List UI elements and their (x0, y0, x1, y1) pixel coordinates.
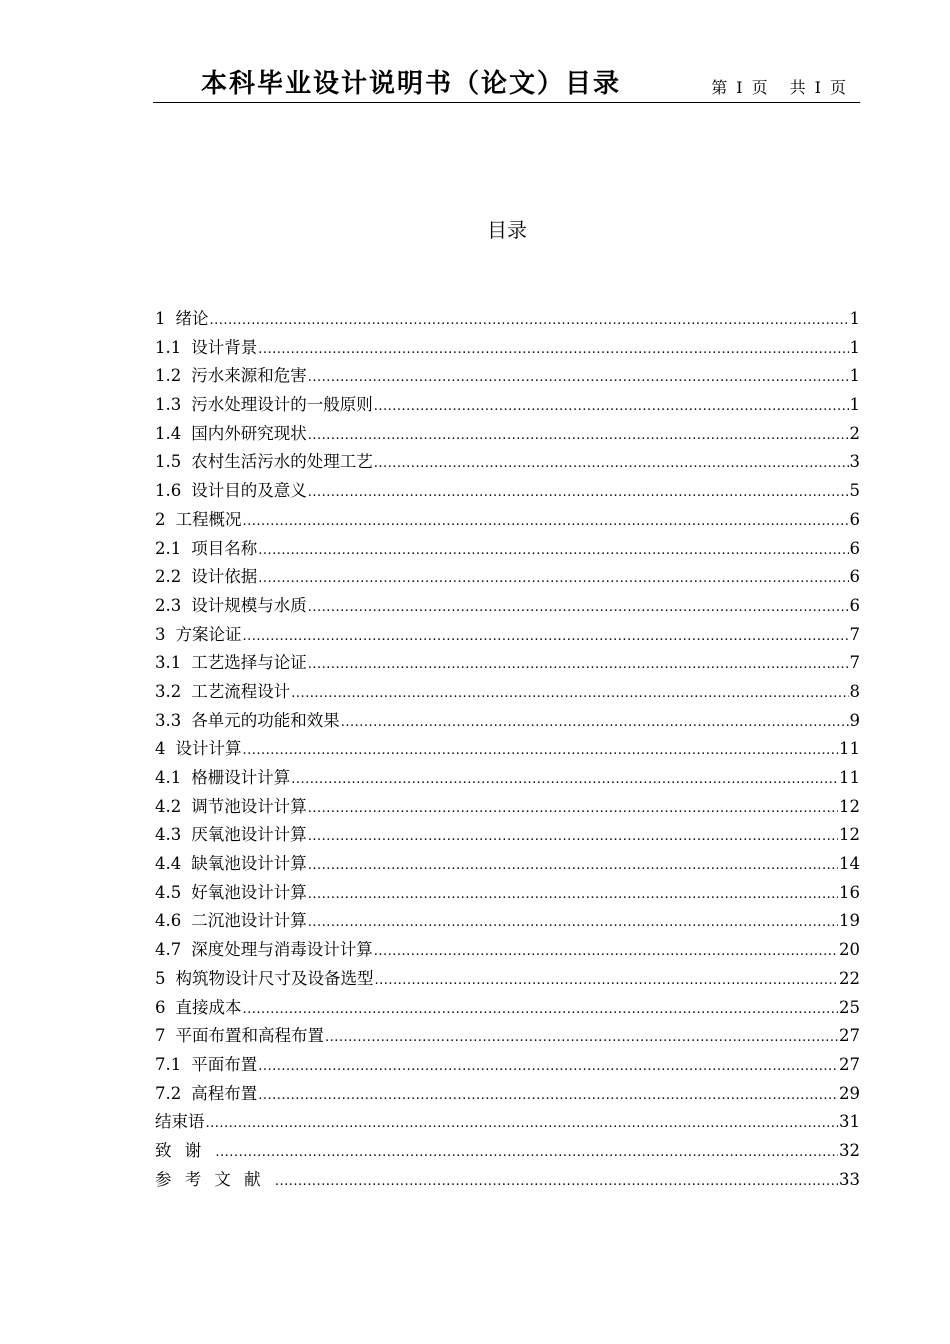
toc-entry-page-number: 31 (839, 1112, 860, 1132)
toc-dot-leader (308, 852, 838, 881)
toc-entry-title: 平面布置和高程布置 (175, 1026, 324, 1046)
toc-entry-title: 国内外研究现状 (191, 423, 307, 443)
toc-entry-page-number: 1 (849, 337, 860, 357)
toc-entry-number: 4.7 (155, 940, 182, 960)
toc-entry-number: 1.6 (155, 481, 182, 501)
toc-entry[interactable] (155, 879, 860, 908)
toc-entry-page-number: 5 (849, 481, 860, 501)
toc-entry[interactable] (155, 850, 860, 879)
toc-entry-page-number: 20 (839, 940, 860, 960)
page-header (153, 66, 860, 103)
toc-dot-leader (308, 479, 849, 508)
toc-entry-number: 7.2 (155, 1083, 182, 1103)
toc-dot-leader (308, 823, 838, 852)
toc-entry-number: 6 (155, 997, 166, 1017)
toc-entry-title: 工艺流程设计 (191, 681, 291, 701)
toc-entry-number: 2 (155, 509, 166, 529)
toc-entry-page-number: 1 (849, 366, 860, 386)
toc-entry-page-number: 1 (849, 395, 860, 415)
toc-entry-title: 参考文献 (155, 1169, 274, 1189)
page-counter-unit: 页 (751, 78, 768, 97)
toc-entry-page-number: 32 (839, 1140, 860, 1160)
toc-dot-leader (291, 680, 848, 709)
toc-entry-number: 7 (155, 1026, 166, 1046)
toc-entry-number: 4.1 (155, 768, 182, 787)
toc-entry-number: 1.4 (155, 423, 182, 443)
toc-dot-leader (308, 364, 849, 393)
toc-entry-page-number: 6 (849, 538, 860, 558)
toc-entry-title: 方案论证 (175, 624, 242, 644)
toc-entry-page-number: 14 (839, 854, 860, 874)
toc-entry[interactable] (155, 563, 860, 592)
toc-dot-leader (258, 336, 848, 365)
toc-entry[interactable] (155, 448, 860, 477)
toc-entry-title: 绪论 (175, 309, 209, 328)
toc-entry-page-number: 33 (839, 1169, 860, 1189)
toc-entry-title: 二沉池设计计算 (191, 911, 307, 931)
page-counter-total-unit: 页 (829, 78, 846, 97)
header-page-counter (711, 78, 846, 98)
toc-entry-page-number: 22 (839, 968, 860, 988)
toc-entry[interactable] (155, 764, 860, 793)
toc-dot-leader (308, 594, 849, 623)
toc-entry-number: 7.1 (155, 1054, 182, 1074)
toc-entry-number: 3 (155, 624, 166, 644)
toc-dot-leader (243, 623, 849, 652)
toc-entry[interactable] (155, 362, 860, 391)
toc-entry[interactable] (155, 334, 860, 363)
toc-entry[interactable] (155, 535, 860, 564)
page-counter-prefix: 第 (711, 78, 728, 97)
toc-entry[interactable] (155, 477, 860, 506)
toc-dot-leader (375, 967, 839, 996)
toc-entry[interactable] (155, 793, 860, 822)
header-title: 本科毕业设计说明书（论文）目录 (201, 69, 622, 99)
toc-dot-leader (374, 450, 849, 479)
toc-entry-number: 4.4 (155, 854, 182, 874)
toc-dot-leader (243, 508, 849, 537)
toc-entry-page-number: 9 (849, 710, 860, 730)
toc-entry-title: 格栅设计计算 (191, 768, 291, 787)
toc-dot-leader (215, 1139, 838, 1168)
toc-entry-title: 好氧池设计计算 (191, 882, 307, 902)
toc-entry-page-number: 3 (849, 452, 860, 472)
toc-dot-leader (308, 422, 849, 451)
toc-entry-title: 厌氧池设计计算 (191, 825, 307, 845)
toc-entry-title: 设计规模与水质 (191, 595, 307, 615)
toc-entry[interactable] (155, 936, 860, 965)
toc-entry[interactable] (155, 994, 860, 1023)
toc-dot-leader (210, 307, 849, 336)
toc-entry-title: 调节池设计计算 (191, 796, 307, 816)
toc-dot-leader (258, 1082, 838, 1111)
toc-entry-page-number: 6 (849, 595, 860, 615)
toc-entry-number: 3.1 (155, 653, 182, 673)
toc-entry[interactable] (155, 821, 860, 850)
toc-dot-leader (341, 709, 849, 738)
toc-entry-number: 1 (155, 309, 166, 328)
toc-entry-number: 3.3 (155, 710, 182, 730)
toc-entry-title: 项目名称 (191, 538, 258, 558)
toc-entry-page-number: 2 (849, 423, 860, 443)
toc-dot-leader (291, 766, 838, 795)
toc-dot-leader (243, 996, 839, 1025)
toc-entry-page-number: 7 (849, 624, 860, 644)
toc-entry-page-number: 27 (839, 1026, 860, 1046)
toc-entry-number: 2.1 (155, 538, 182, 558)
toc-entry-number: 1.2 (155, 366, 182, 386)
toc-entry-page-number: 12 (839, 825, 860, 845)
toc-entry-title: 工艺选择与论证 (191, 653, 307, 673)
toc-entry-number: 2.2 (155, 567, 182, 587)
toc-entry[interactable] (155, 735, 860, 764)
toc-entry-page-number: 11 (839, 768, 860, 787)
toc-entry-page-number: 16 (839, 882, 860, 902)
toc-dot-leader (325, 1024, 838, 1053)
toc-entry-title: 直接成本 (175, 997, 242, 1017)
toc-heading: 目录 (487, 218, 527, 242)
toc-entry-title: 设计依据 (191, 567, 258, 587)
toc-entry-title: 污水处理设计的一般原则 (191, 395, 373, 415)
toc-dot-leader (308, 909, 838, 938)
toc-entry[interactable] (155, 1166, 860, 1195)
toc-entry-page-number: 6 (849, 509, 860, 529)
toc-entry-title: 高程布置 (191, 1083, 258, 1103)
toc-entry-number: 4.6 (155, 911, 182, 931)
toc-dot-leader (258, 537, 848, 566)
toc-entry-title: 设计目的及意义 (191, 481, 307, 501)
toc-dot-leader (308, 651, 849, 680)
toc-entry-title: 缺氧池设计计算 (191, 854, 307, 874)
toc-entry-number: 2.3 (155, 595, 182, 615)
toc-dot-leader (308, 795, 838, 824)
toc-entry-number: 1.1 (155, 337, 182, 357)
toc-entry-number: 5 (155, 968, 166, 988)
toc-entry-page-number: 11 (839, 739, 860, 759)
toc-dot-leader (243, 737, 839, 766)
toc-dot-leader (275, 1168, 838, 1197)
toc-entry[interactable] (155, 305, 860, 334)
toc-entry-number: 4.3 (155, 825, 182, 845)
table-of-contents (155, 305, 860, 1194)
toc-entry-number: 1.3 (155, 395, 182, 415)
current-page-number: I (736, 78, 743, 97)
toc-entry-number: 4 (155, 739, 166, 759)
toc-entry[interactable] (155, 1051, 860, 1080)
toc-entry[interactable] (155, 420, 860, 449)
toc-entry-title: 构筑物设计尺寸及设备选型 (175, 968, 374, 988)
toc-entry-page-number: 27 (839, 1054, 860, 1074)
toc-entry-title: 设计计算 (175, 739, 242, 759)
toc-entry-page-number: 8 (849, 681, 860, 701)
toc-entry[interactable] (155, 1022, 860, 1051)
toc-entry[interactable] (155, 678, 860, 707)
toc-dot-leader (374, 393, 849, 422)
toc-entry-number: 4.5 (155, 882, 182, 902)
toc-entry-page-number: 29 (839, 1083, 860, 1103)
toc-entry-title: 平面布置 (191, 1054, 258, 1074)
toc-entry-page-number: 19 (839, 911, 860, 931)
page-counter-total-prefix: 共 (789, 78, 806, 97)
total-page-number: I (814, 78, 821, 97)
toc-dot-leader (308, 881, 838, 910)
toc-entry[interactable] (155, 1080, 860, 1109)
toc-entry[interactable] (155, 649, 860, 678)
toc-entry-page-number: 6 (849, 567, 860, 587)
toc-entry-number: 3.2 (155, 681, 182, 701)
toc-entry-number: 4.2 (155, 796, 182, 816)
toc-entry-title: 工程概况 (175, 509, 242, 529)
toc-entry-page-number: 1 (849, 309, 860, 328)
toc-entry-page-number: 7 (849, 653, 860, 673)
toc-entry-number: 1.5 (155, 452, 182, 472)
toc-dot-leader (258, 1053, 838, 1082)
toc-entry[interactable] (155, 592, 860, 621)
toc-entry-title: 结束语 (155, 1112, 205, 1132)
toc-entry[interactable] (155, 391, 860, 420)
toc-dot-leader (258, 565, 848, 594)
toc-entry-page-number: 25 (839, 997, 860, 1017)
toc-entry-page-number: 12 (839, 796, 860, 816)
toc-entry-title: 污水来源和危害 (191, 366, 307, 386)
toc-entry[interactable] (155, 506, 860, 535)
toc-entry-title: 各单元的功能和效果 (191, 710, 340, 730)
toc-entry[interactable] (155, 707, 860, 736)
toc-entry-title: 农村生活污水的处理工艺 (191, 452, 373, 472)
toc-entry[interactable] (155, 1137, 860, 1166)
toc-dot-leader (374, 938, 838, 967)
toc-dot-leader (206, 1110, 839, 1139)
toc-entry[interactable] (155, 1108, 860, 1137)
toc-entry-title: 致谢 (155, 1140, 215, 1160)
toc-entry-title: 深度处理与消毒设计计算 (191, 940, 373, 960)
toc-entry[interactable] (155, 907, 860, 936)
toc-entry[interactable] (155, 965, 860, 994)
toc-entry-title: 设计背景 (191, 337, 258, 357)
toc-entry[interactable] (155, 621, 860, 650)
